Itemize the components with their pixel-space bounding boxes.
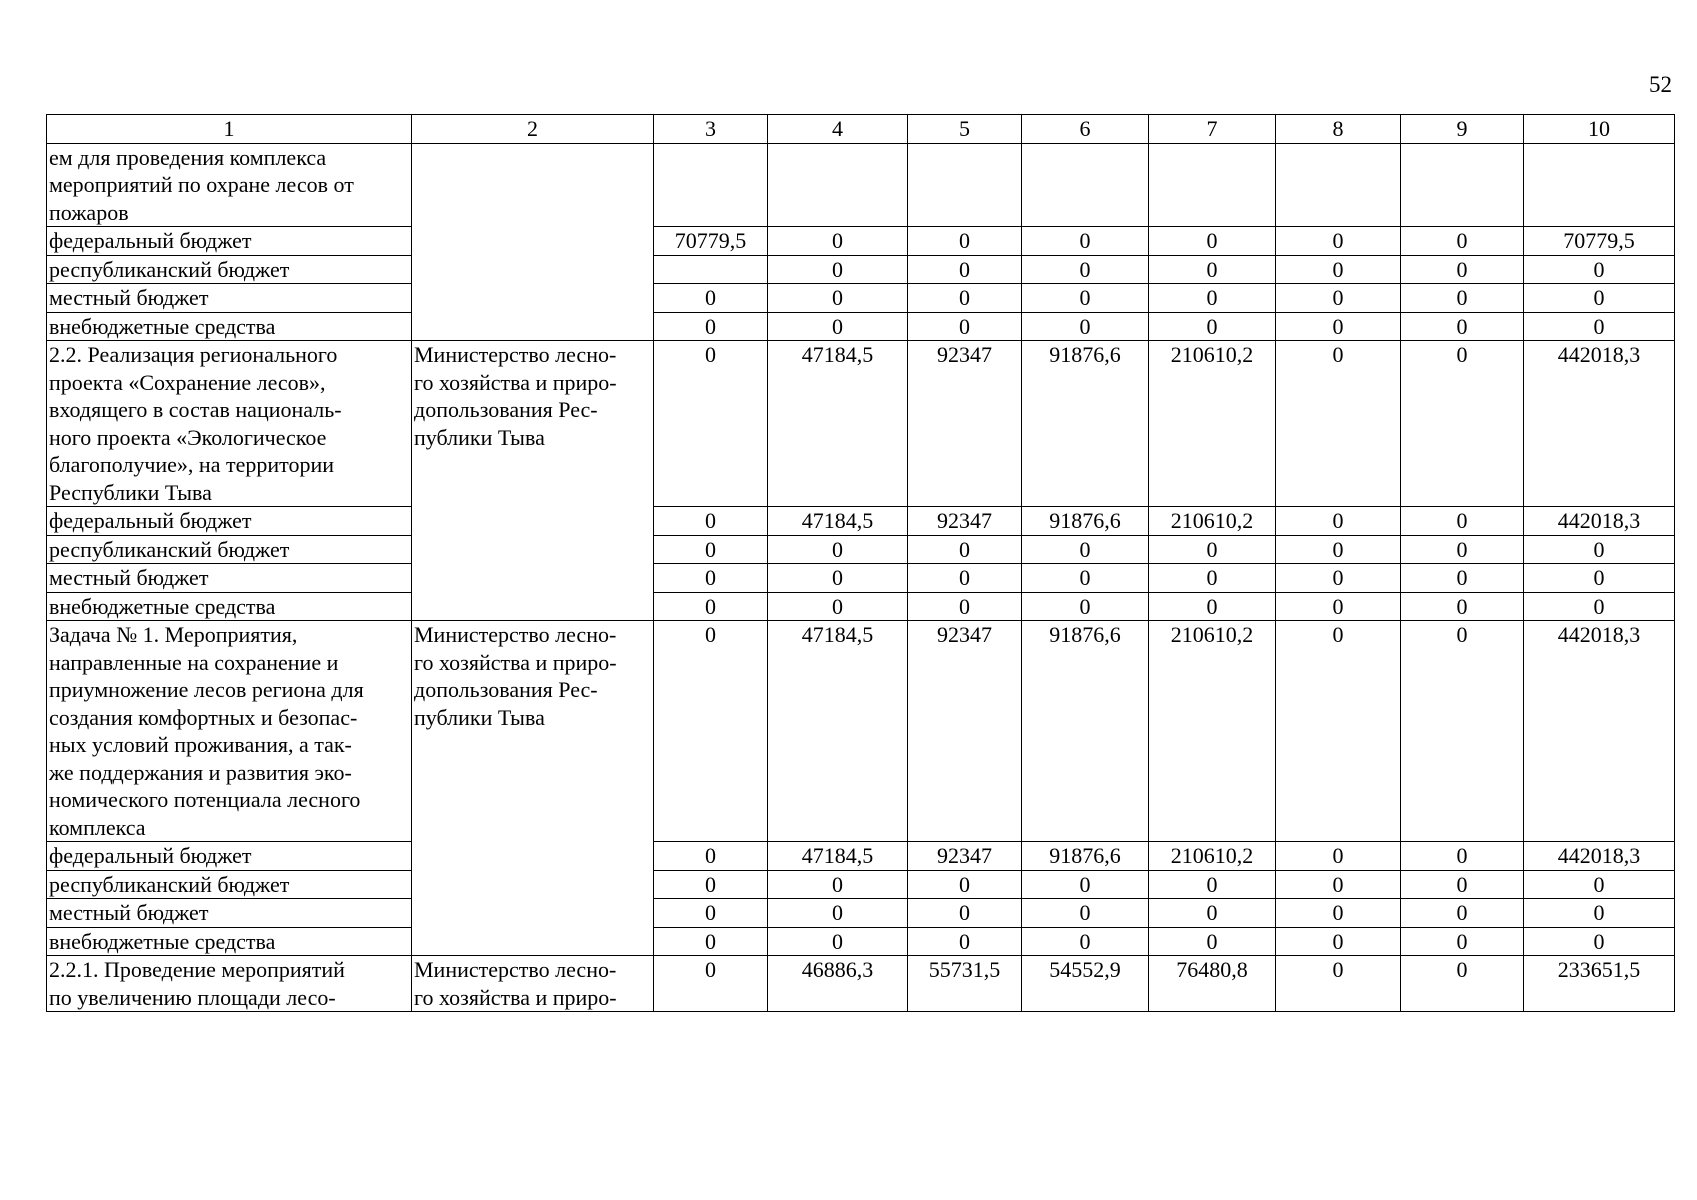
column-header-5: 5 (908, 115, 1022, 144)
value-cell-col-8: 0 (1276, 507, 1401, 536)
budget-table (46, 114, 1675, 1012)
value-cell-col-8: 0 (1276, 842, 1401, 871)
value-cell-col-6: 91876,6 (1022, 621, 1149, 842)
value-cell-col-7 (1149, 143, 1276, 227)
responsible-executor-line: публики Тыва (414, 704, 545, 730)
value-cell-col-3: 0 (654, 621, 768, 842)
column-header-4: 4 (768, 115, 908, 144)
value-cell-col-3: 0 (654, 507, 768, 536)
column-header-10: 10 (1524, 115, 1675, 144)
value-cell-col-3: 0 (654, 927, 768, 956)
value-cell-col-8: 0 (1276, 284, 1401, 313)
activity-title-line: направленные на сохранение и (49, 649, 339, 675)
value-cell-col-4: 0 (768, 592, 908, 621)
value-cell-col-7: 0 (1149, 312, 1276, 341)
value-cell-col-10: 0 (1524, 927, 1675, 956)
value-cell-col-8: 0 (1276, 927, 1401, 956)
value-cell-col-3 (654, 143, 768, 227)
value-cell-col-3: 0 (654, 899, 768, 928)
value-cell-col-10: 233651,5 (1524, 956, 1675, 1012)
value-cell-col-7: 0 (1149, 227, 1276, 256)
activity-title-cell (47, 621, 412, 842)
activity-title-cell (47, 956, 412, 1012)
value-cell-col-9: 0 (1401, 227, 1524, 256)
responsible-executor-cell (412, 621, 654, 956)
value-cell-col-9: 0 (1401, 899, 1524, 928)
column-header-7: 7 (1149, 115, 1276, 144)
value-cell-col-5: 0 (908, 255, 1022, 284)
activity-title-cell (47, 143, 412, 227)
funding-source-label: внебюджетные средства (47, 312, 412, 341)
value-cell-col-5: 92347 (908, 621, 1022, 842)
activity-title-line: по увеличению площади лесо- (49, 984, 336, 1010)
column-header-6: 6 (1022, 115, 1149, 144)
table-row-funding-source (47, 312, 1675, 341)
value-cell-col-3: 0 (654, 564, 768, 593)
value-cell-col-7: 210610,2 (1149, 842, 1276, 871)
table-row-funding-source (47, 870, 1675, 899)
value-cell-col-8: 0 (1276, 870, 1401, 899)
responsible-executor-line: Министерство лесно- (414, 622, 617, 647)
value-cell-col-6: 0 (1022, 564, 1149, 593)
value-cell-col-6: 0 (1022, 284, 1149, 313)
value-cell-col-6: 0 (1022, 227, 1149, 256)
value-cell-col-8: 0 (1276, 621, 1401, 842)
value-cell-col-6: 0 (1022, 592, 1149, 621)
value-cell-col-9: 0 (1401, 341, 1524, 507)
value-cell-col-10: 0 (1524, 870, 1675, 899)
column-header-2: 2 (412, 115, 654, 144)
value-cell-col-6: 0 (1022, 535, 1149, 564)
value-cell-col-8: 0 (1276, 535, 1401, 564)
value-cell-col-9: 0 (1401, 621, 1524, 842)
value-cell-col-6: 91876,6 (1022, 341, 1149, 507)
value-cell-col-10: 70779,5 (1524, 227, 1675, 256)
value-cell-col-5: 92347 (908, 842, 1022, 871)
activity-title-line: же поддержания и развития эко- (49, 759, 352, 785)
value-cell-col-3 (654, 255, 768, 284)
value-cell-col-7: 0 (1149, 927, 1276, 956)
table-row-funding-source (47, 227, 1675, 256)
responsible-executor-cell (412, 956, 654, 1012)
value-cell-col-4: 0 (768, 870, 908, 899)
column-header-8: 8 (1276, 115, 1401, 144)
value-cell-col-9: 0 (1401, 870, 1524, 899)
value-cell-col-9: 0 (1401, 535, 1524, 564)
value-cell-col-10: 0 (1524, 592, 1675, 621)
activity-title-line: 2.2.1. Проведение мероприятий (49, 957, 345, 982)
table-row-funding-source (47, 899, 1675, 928)
value-cell-col-10: 0 (1524, 535, 1675, 564)
value-cell-col-7: 0 (1149, 284, 1276, 313)
value-cell-col-5: 0 (908, 870, 1022, 899)
funding-source-label: республиканский бюджет (47, 535, 412, 564)
value-cell-col-10: 442018,3 (1524, 842, 1675, 871)
table-header-row (47, 115, 1675, 144)
value-cell-col-8: 0 (1276, 564, 1401, 593)
activity-title-line: номического потенциала лесного (49, 787, 361, 812)
value-cell-col-3: 0 (654, 956, 768, 1012)
value-cell-col-9: 0 (1401, 255, 1524, 284)
value-cell-col-9: 0 (1401, 312, 1524, 341)
value-cell-col-7: 0 (1149, 535, 1276, 564)
value-cell-col-6: 54552,9 (1022, 956, 1149, 1012)
value-cell-col-9 (1401, 143, 1524, 227)
value-cell-col-6: 0 (1022, 899, 1149, 928)
value-cell-col-5: 92347 (908, 507, 1022, 536)
funding-source-label: федеральный бюджет (47, 507, 412, 536)
value-cell-col-7: 210610,2 (1149, 507, 1276, 536)
value-cell-col-8: 0 (1276, 341, 1401, 507)
value-cell-col-7: 210610,2 (1149, 621, 1276, 842)
value-cell-col-10: 442018,3 (1524, 621, 1675, 842)
responsible-executor-line: го хозяйства и приро- (414, 984, 617, 1010)
value-cell-col-4: 0 (768, 899, 908, 928)
table-row-funding-source (47, 927, 1675, 956)
value-cell-col-4: 47184,5 (768, 621, 908, 842)
activity-title-cell (47, 341, 412, 507)
activity-title-line: входящего в состав националь- (49, 397, 342, 422)
activity-title-line: мероприятий по охране лесов от (49, 172, 354, 197)
value-cell-col-5: 0 (908, 899, 1022, 928)
responsible-executor-line: публики Тыва (414, 424, 545, 450)
value-cell-col-4: 0 (768, 927, 908, 956)
funding-source-label: внебюджетные средства (47, 592, 412, 621)
value-cell-col-7: 0 (1149, 564, 1276, 593)
value-cell-col-6: 91876,6 (1022, 842, 1149, 871)
column-header-3: 3 (654, 115, 768, 144)
activity-title-line: комплекса (49, 814, 146, 840)
value-cell-col-4: 0 (768, 312, 908, 341)
value-cell-col-6: 91876,6 (1022, 507, 1149, 536)
value-cell-col-8: 0 (1276, 956, 1401, 1012)
value-cell-col-5: 0 (908, 535, 1022, 564)
value-cell-col-3: 0 (654, 312, 768, 341)
activity-title-line: пожаров (49, 199, 129, 225)
value-cell-col-5: 0 (908, 592, 1022, 621)
value-cell-col-5 (908, 143, 1022, 227)
value-cell-col-8: 0 (1276, 227, 1401, 256)
table-row-funding-source (47, 592, 1675, 621)
responsible-executor-cell (412, 341, 654, 621)
responsible-executor-cell (412, 143, 654, 341)
table-row-funding-source (47, 842, 1675, 871)
funding-source-label: федеральный бюджет (47, 842, 412, 871)
activity-title-line: Республики Тыва (49, 479, 212, 505)
value-cell-col-5: 0 (908, 564, 1022, 593)
value-cell-col-9: 0 (1401, 842, 1524, 871)
value-cell-col-8: 0 (1276, 899, 1401, 928)
activity-title-line: ного проекта «Экологическое (49, 424, 327, 450)
activity-title-line: ем для проведения комплекса (49, 144, 327, 170)
value-cell-col-4: 47184,5 (768, 842, 908, 871)
value-cell-col-3: 0 (654, 870, 768, 899)
funding-source-label: внебюджетные средства (47, 927, 412, 956)
column-header-9: 9 (1401, 115, 1524, 144)
value-cell-col-9: 0 (1401, 284, 1524, 313)
value-cell-col-4: 0 (768, 227, 908, 256)
responsible-executor-line: го хозяйства и приро- (414, 649, 617, 675)
table-row-funding-source (47, 284, 1675, 313)
value-cell-col-4 (768, 143, 908, 227)
value-cell-col-9: 0 (1401, 956, 1524, 1012)
value-cell-col-10: 442018,3 (1524, 507, 1675, 536)
table-row-group-title (47, 143, 1675, 227)
responsible-executor-line: допользования Рес- (414, 677, 598, 702)
value-cell-col-10: 0 (1524, 899, 1675, 928)
value-cell-col-7: 0 (1149, 592, 1276, 621)
value-cell-col-5: 55731,5 (908, 956, 1022, 1012)
activity-title-line: Задача № 1. Мероприятия, (49, 622, 298, 647)
table-row-group-title (47, 341, 1675, 507)
funding-source-label: местный бюджет (47, 284, 412, 313)
value-cell-col-4: 0 (768, 255, 908, 284)
responsible-executor-line: Министерство лесно- (414, 342, 617, 367)
value-cell-col-4: 47184,5 (768, 341, 908, 507)
value-cell-col-3: 70779,5 (654, 227, 768, 256)
activity-title-line: приумножение лесов региона для (49, 677, 364, 702)
responsible-executor-line: Министерство лесно- (414, 957, 617, 982)
value-cell-col-10: 0 (1524, 255, 1675, 284)
value-cell-col-7: 0 (1149, 870, 1276, 899)
value-cell-col-10 (1524, 143, 1675, 227)
value-cell-col-5: 0 (908, 227, 1022, 256)
value-cell-col-10: 0 (1524, 312, 1675, 341)
activity-title-line: благополучие», на территории (49, 452, 334, 477)
funding-source-label: местный бюджет (47, 899, 412, 928)
value-cell-col-6: 0 (1022, 312, 1149, 341)
funding-source-label: республиканский бюджет (47, 870, 412, 899)
value-cell-col-5: 0 (908, 927, 1022, 956)
value-cell-col-4: 0 (768, 284, 908, 313)
value-cell-col-9: 0 (1401, 592, 1524, 621)
table-row-group-title (47, 956, 1675, 1012)
value-cell-col-8: 0 (1276, 312, 1401, 341)
value-cell-col-4: 0 (768, 564, 908, 593)
table-row-funding-source (47, 564, 1675, 593)
value-cell-col-3: 0 (654, 284, 768, 313)
value-cell-col-6: 0 (1022, 870, 1149, 899)
value-cell-col-10: 442018,3 (1524, 341, 1675, 507)
value-cell-col-5: 92347 (908, 341, 1022, 507)
value-cell-col-3: 0 (654, 842, 768, 871)
value-cell-col-9: 0 (1401, 564, 1524, 593)
value-cell-col-7: 0 (1149, 255, 1276, 284)
table-row-funding-source (47, 535, 1675, 564)
column-header-1: 1 (47, 115, 412, 144)
funding-source-label: местный бюджет (47, 564, 412, 593)
value-cell-col-4: 47184,5 (768, 507, 908, 536)
value-cell-col-4: 0 (768, 535, 908, 564)
value-cell-col-6: 0 (1022, 927, 1149, 956)
value-cell-col-5: 0 (908, 284, 1022, 313)
responsible-executor-line: го хозяйства и приро- (414, 369, 617, 395)
value-cell-col-10: 0 (1524, 284, 1675, 313)
table-row-funding-source (47, 255, 1675, 284)
funding-source-label: федеральный бюджет (47, 227, 412, 256)
table-row-group-title (47, 621, 1675, 842)
value-cell-col-6 (1022, 143, 1149, 227)
value-cell-col-9: 0 (1401, 507, 1524, 536)
responsible-executor-line: допользования Рес- (414, 397, 598, 422)
activity-title-line: создания комфортных и безопас- (49, 704, 358, 730)
value-cell-col-7: 0 (1149, 899, 1276, 928)
value-cell-col-3: 0 (654, 535, 768, 564)
value-cell-col-5: 0 (908, 312, 1022, 341)
activity-title-line: проекта «Сохранение лесов», (49, 369, 326, 395)
value-cell-col-10: 0 (1524, 564, 1675, 593)
value-cell-col-8 (1276, 143, 1401, 227)
value-cell-col-7: 76480,8 (1149, 956, 1276, 1012)
value-cell-col-4: 46886,3 (768, 956, 908, 1012)
value-cell-col-8: 0 (1276, 255, 1401, 284)
value-cell-col-7: 210610,2 (1149, 341, 1276, 507)
page-number: 52 (1649, 72, 1672, 97)
activity-title-line: ных условий проживания, а так- (49, 732, 352, 757)
value-cell-col-3: 0 (654, 341, 768, 507)
value-cell-col-6: 0 (1022, 255, 1149, 284)
value-cell-col-9: 0 (1401, 927, 1524, 956)
activity-title-line: 2.2. Реализация регионального (49, 342, 338, 367)
table-row-funding-source (47, 507, 1675, 536)
funding-source-label: республиканский бюджет (47, 255, 412, 284)
value-cell-col-8: 0 (1276, 592, 1401, 621)
value-cell-col-3: 0 (654, 592, 768, 621)
